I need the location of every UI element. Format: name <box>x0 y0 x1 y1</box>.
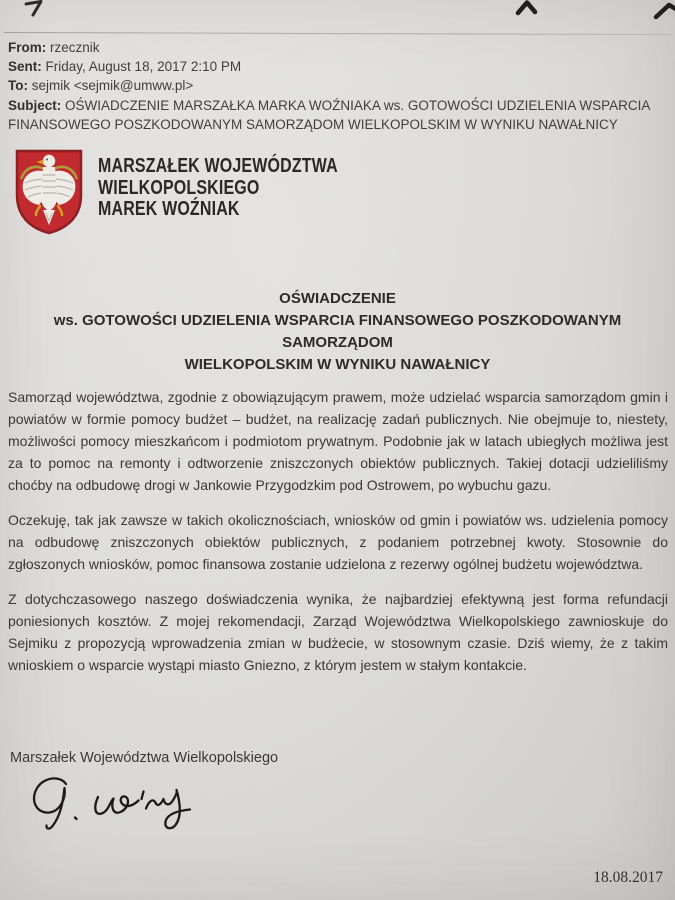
email-subject-label: Subject: <box>8 97 62 113</box>
email-sent-line <box>8 57 650 76</box>
statement-paragraph-3: Z dotychczasowego naszego doświadczenia wynika, że najbardziej efektywną jest forma refundacji poniesionych kosztów. Z mojej rekomendacji, Zarząd Województwa Wielkopolskiego zawnioskuje do Sejmiku z propozycją wprowadzenia zmian w budżecie, w stosownym czasie. Dziś wiemy, że z takim wnioskiem o wsparcie wystąpi miasto Gniezno, z którym jestem w stałym kontakcie. <box>8 591 668 673</box>
statement-title-line1: OŚWIADCZENIE <box>279 290 396 307</box>
scan-artifact-marks <box>0 0 675 24</box>
email-to-label: To: <box>8 78 28 94</box>
wielkopolska-coat-of-arms-icon <box>12 147 86 237</box>
letterhead-line2: WIELKOPOLSKIEGO <box>98 176 260 199</box>
email-sent-value: Friday, August 18, 2017 2:10 PM <box>45 59 242 75</box>
document-date: 18.08.2017 <box>593 869 663 886</box>
statement-paragraph-2: Oczekuję, tak jak zawsze w takich okolicznościach, wniosków od gmin i powiatów ws. udzielenia pomocy na odbudowę zniszczonych obiektów publicznych, z podaniem potrzebnej kwoty. Stosownie do zgłoszonych wniosków, pomoc finansowa zostanie udzielona z rezerwy ogólnej budżetu województwa. <box>8 512 668 572</box>
email-to-value: sejmik <sejmik@umww.pl> <box>31 78 194 94</box>
email-subject-value: OŚWIADCZENIE MARSZAŁKA MARKA WOŹNIAKA ws. GOTOWOŚCI UDZIELENIA WSPARCIA FINANSOWEGO POSZKODOWANYM SAMORZĄDOM WIELKOPOLSKIM W WYNIKU NAWAŁNICY <box>8 97 650 132</box>
handwritten-signature <box>22 768 222 840</box>
email-sent-label: Sent: <box>8 59 42 75</box>
header-divider-line <box>4 32 672 35</box>
letterhead-line3: MAREK WOŹNIAK <box>98 198 240 220</box>
email-from-label: From: <box>8 40 47 55</box>
letterhead <box>12 147 398 237</box>
letterhead-line1: MARSZAŁEK WOJEWÓDZTWA <box>98 155 338 177</box>
statement-body <box>8 386 668 689</box>
email-from-line <box>8 38 650 57</box>
letterhead-title <box>98 156 338 237</box>
email-to-line <box>8 76 650 95</box>
signoff-title: Marszałek Województwa Wielkopolskiego <box>10 750 279 766</box>
statement-title-line2: ws. GOTOWOŚCI UDZIELENIA WSPARCIA FINANSOWEGO POSZKODOWANYM SAMORZĄDOM <box>53 312 630 351</box>
statement-paragraph-1: Samorząd województwa, zgodnie z obowiązującym prawem, może udzielać wsparcia samorządom gmin i powiatów w formie pomocy budżet – budżet, na realizację zadań publicznych. Nie obejmuje to, niestety, możliwości pomocy mieszkańcom i podmiotom prywatnym. Podobnie jak w latach ubiegłych możliwa jest za to pomoc na remonty i odtworzenie zniszczonych obiektów publicznych. Takiej dotacji udzieliliśmy choćby na odbudowę drogi w Jankowie Przygodzkim pod Ostrowem, po wybuchu gazu. <box>8 389 668 493</box>
email-header <box>8 38 650 134</box>
statement-title-line3: WIELKOPOLSKIM W WYNIKU NAWAŁNICY <box>184 356 491 373</box>
statement-title <box>0 288 675 376</box>
email-subject-line <box>8 96 650 134</box>
email-from-value: rzecznik <box>50 40 100 55</box>
